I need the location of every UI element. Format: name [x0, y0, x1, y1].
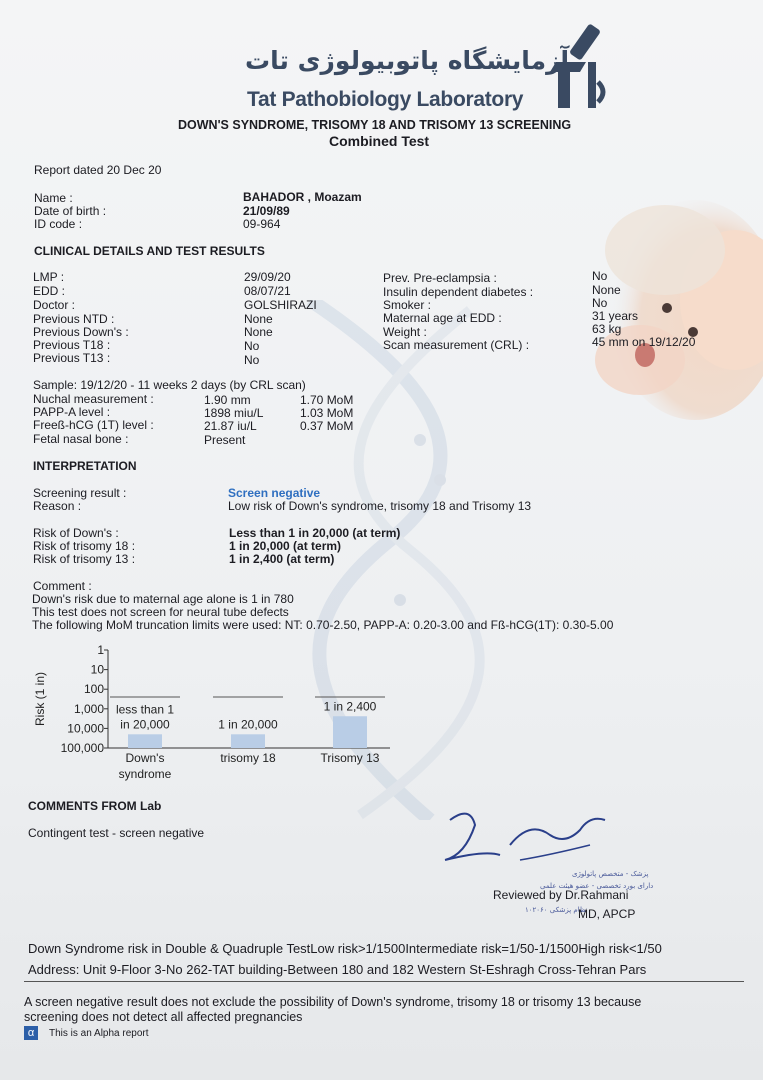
clinical-right-value: 31 years: [592, 309, 639, 323]
sample-line: Sample: 19/12/20 - 11 weeks 2 days (by CRL scan): [33, 378, 306, 392]
lab-logo-english: Tat Pathobiology Laboratory: [247, 88, 524, 111]
report-title: DOWN'S SYNDROME, TRISOMY 18 AND TRISOMY 13 SCREENING: [178, 118, 572, 132]
y-tick-label: 100,000: [60, 741, 104, 755]
bar-data-label: in 20,000: [120, 717, 170, 732]
sample-mom: 1.03 MoM: [300, 406, 354, 420]
risk-chart: [20, 640, 400, 790]
clinical-right-value: 63 kg: [592, 322, 622, 336]
id-label: ID code :: [34, 217, 83, 231]
sample-value: Present: [204, 433, 246, 447]
screening-label: Screening result :: [33, 486, 127, 500]
reviewer-degree: MD, APCP: [578, 907, 636, 921]
clinical-left-value: 29/09/20: [244, 270, 291, 284]
clinical-left-value: GOLSHIRAZI: [244, 298, 317, 312]
y-tick-label: 1,000: [73, 701, 104, 716]
sample-mom: 1.70 MoM: [300, 393, 354, 407]
risk-label: Risk of Down's :: [33, 526, 119, 540]
clinical-right-value: None: [592, 283, 621, 297]
y-tick-label: 10: [90, 662, 104, 677]
baby-photo: [585, 180, 763, 420]
clinical-right-label: Prev. Pre-eclampsia :: [383, 271, 497, 285]
clinical-left-label: EDD :: [33, 284, 66, 298]
clinical-right-value: 45 mm on 19/12/20: [592, 335, 696, 349]
lab-comments-text: Contingent test - screen negative: [28, 826, 205, 840]
comment-line: This test does not screen for neural tube defects: [32, 605, 289, 619]
lab-address: Address: Unit 9-Floor 3-No 262-TAT building-Between 180 and 182 Western St-Eshragh Cross-Tehran Pars: [28, 962, 647, 977]
clinical-left-label: Previous T18 :: [33, 338, 111, 352]
clinical-left-value: 08/07/21: [244, 284, 291, 298]
clinical-left-label: Previous NTD :: [33, 312, 115, 326]
risk-label: Risk of trisomy 18 :: [33, 539, 136, 553]
comment-label: Comment :: [33, 579, 92, 593]
bar-data-label: less than 1: [115, 702, 175, 717]
lab-logo-persian: آزمایشگاه پاتوبیولوژی تات: [245, 46, 570, 75]
dob-label: Date of birth :: [34, 204, 107, 218]
clinical-right-label: Insulin dependent diabetes :: [383, 285, 534, 299]
stamp-line: دارای بورد تخصصی - عضو هیئت علمی: [540, 882, 654, 890]
x-category-label: syndrome: [118, 767, 172, 781]
clinical-left-label: Previous T13 :: [33, 351, 111, 365]
clinical-left-label: LMP :: [33, 270, 65, 284]
clinical-right-label: Weight :: [383, 325, 427, 339]
sample-value: 1.90 mm: [204, 393, 251, 407]
signature-icon: [440, 805, 610, 875]
alpha-report-note: This is an Alpha report: [49, 1028, 149, 1039]
clinical-right-label: Scan measurement (CRL) :: [383, 338, 530, 352]
clinical-left-value: None: [244, 325, 273, 339]
sample-value: 21.87 iu/L: [204, 419, 257, 433]
disclaimer-line: A screen negative result does not exclude the possibility of Down's syndrome, trisomy 18 or trisomy 13 because: [24, 995, 642, 1009]
clinical-left-label: Doctor :: [33, 298, 76, 312]
x-category-label: trisomy 18: [220, 751, 276, 765]
bar-data-label: 1 in 20,000: [218, 717, 278, 732]
risk-bar: [128, 734, 162, 748]
risk-thresholds: Down Syndrome risk in Double & Quadruple TestLow risk>1/1500Intermediate risk=1/50-1/1500High risk<1/50: [28, 941, 662, 956]
dob-value: 21/09/89: [243, 204, 290, 218]
risk-value: 1 in 2,400 (at term): [229, 552, 335, 566]
reviewed-by: Reviewed by Dr.Rahmani: [493, 888, 629, 902]
lab-comments-heading: COMMENTS FROM Lab: [28, 799, 162, 813]
footer-divider: [24, 981, 744, 982]
name-value: BAHADOR , Moazam: [243, 190, 362, 204]
clinical-left-label: Previous Down's :: [33, 325, 129, 339]
sample-label: Fetal nasal bone :: [33, 432, 129, 446]
risk-value: Less than 1 in 20,000 (at term): [229, 526, 401, 540]
reason-label: Reason :: [33, 499, 82, 513]
y-axis-label: Risk (1 in): [33, 671, 47, 727]
x-category-label: Trisomy 13: [320, 751, 380, 765]
sample-label: Nuchal measurement :: [33, 392, 154, 406]
clinical-right-value: No: [592, 296, 608, 310]
bar-data-label: 1 in 2,400: [323, 699, 377, 714]
risk-bar: [231, 734, 265, 748]
x-category-label: Down's: [125, 751, 165, 765]
report-subtitle: Combined Test: [329, 133, 430, 149]
clinical-right-value: No: [592, 269, 608, 283]
comment-line: The following MoM truncation limits were used: NT: 0.70-2.50, PAPP-A: 0.20-3.00 and Fß-hCG(1T): 0.30-5.00: [32, 618, 614, 632]
sample-label: PAPP-A level :: [33, 405, 111, 419]
clinical-heading: CLINICAL DETAILS AND TEST RESULTS: [34, 244, 265, 258]
stamp-line: نظام پزشکی ۱۰۲۰۶۰: [525, 906, 588, 914]
sample-mom: 0.37 MoM: [300, 419, 354, 433]
comment-line: Down's risk due to maternal age alone is 1 in 780: [32, 592, 294, 606]
clinical-left-value: No: [244, 353, 260, 367]
y-tick-label: 100: [83, 682, 104, 697]
report-date: Report dated 20 Dec 20: [34, 163, 162, 177]
sample-label: Freeß-hCG (1T) level :: [33, 418, 154, 432]
clinical-left-value: No: [244, 339, 260, 353]
risk-bar: [333, 716, 367, 748]
clinical-right-label: Maternal age at EDD :: [383, 311, 502, 325]
alpha-logo-icon: α: [24, 1026, 38, 1040]
reason-value: Low risk of Down's syndrome, trisomy 18 and Trisomy 13: [228, 499, 532, 513]
y-tick-label: 1: [97, 643, 104, 657]
screening-result: Screen negative: [228, 486, 321, 500]
name-label: Name :: [34, 191, 73, 205]
risk-label: Risk of trisomy 13 :: [33, 552, 136, 566]
y-tick-label: 10,000: [67, 721, 104, 736]
stamp-line: پزشک - متخصص پاتولوژی: [572, 870, 649, 878]
clinical-right-label: Smoker :: [383, 298, 432, 312]
id-value: 09-964: [243, 217, 281, 231]
risk-value: 1 in 20,000 (at term): [229, 539, 342, 553]
interpretation-heading: INTERPRETATION: [33, 459, 137, 473]
sample-value: 1898 miu/L: [204, 406, 264, 420]
disclaimer-line: screening does not detect all affected pregnancies: [24, 1010, 303, 1024]
clinical-left-value: None: [244, 312, 273, 326]
